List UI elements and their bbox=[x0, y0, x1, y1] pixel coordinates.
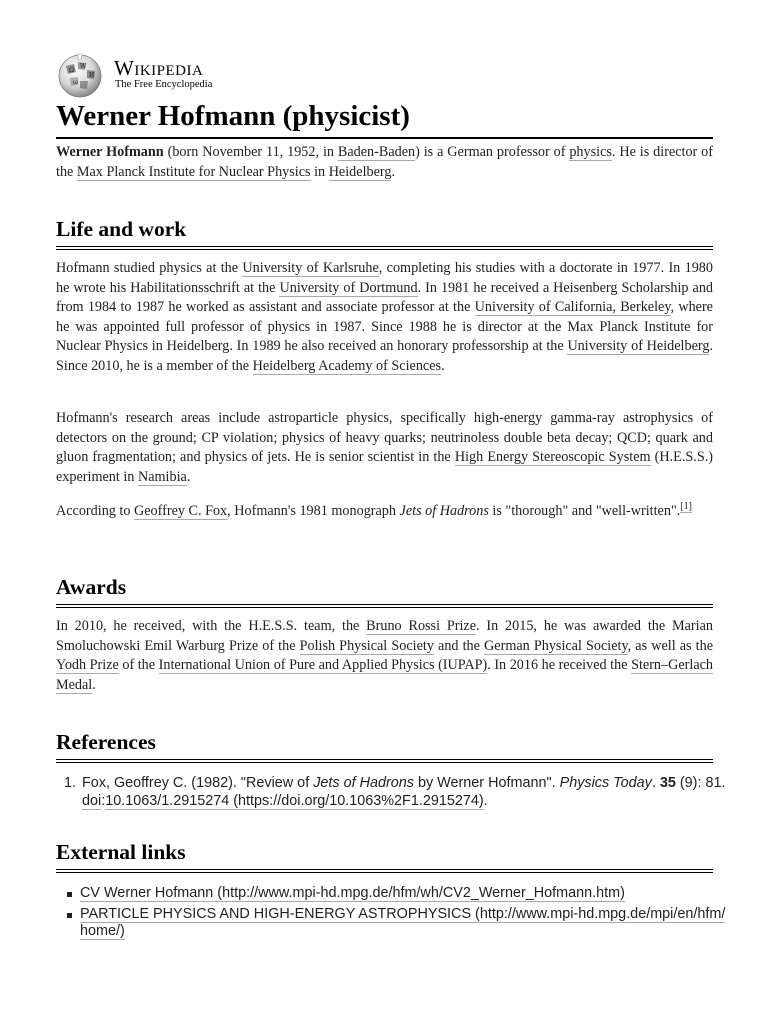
wordmark-text: Wikipedia bbox=[114, 56, 204, 80]
link-iupap[interactable]: International Union of Pure and Applied Physics (IUPAP) bbox=[158, 657, 488, 673]
journal-name: Physics Today bbox=[559, 775, 652, 791]
link-uc-berkeley[interactable]: University of California, Berkeley bbox=[474, 299, 671, 315]
text: of the bbox=[118, 657, 159, 673]
section-heading-external-links: External links bbox=[56, 838, 713, 873]
text: . bbox=[651, 775, 660, 791]
link-university-of-heidelberg[interactable]: University of Heidelberg bbox=[567, 338, 710, 354]
link-baden-baden[interactable]: Baden-Baden bbox=[337, 144, 416, 160]
text: . In 2015, he was awarded the Marian Smoluchowski Emil Warburg Prize of the bbox=[56, 618, 713, 654]
link-polish-physical-society[interactable]: Polish Physical Society bbox=[299, 637, 434, 654]
page-title: Werner Hofmann (physicist) bbox=[56, 97, 713, 139]
text: . He is director of the bbox=[56, 144, 713, 180]
link-max-planck-institute[interactable]: Max Planck Institute for Nuclear Physics bbox=[76, 163, 311, 180]
wordmark bbox=[114, 56, 203, 81]
svg-text:W: W bbox=[80, 63, 87, 70]
awards-paragraph bbox=[56, 617, 713, 695]
site-logo[interactable] bbox=[56, 52, 356, 98]
link-geoffrey-fox[interactable]: Geoffrey C. Fox bbox=[134, 503, 228, 519]
external-link-item bbox=[80, 906, 737, 941]
text: . bbox=[92, 676, 96, 693]
text: . In 2016 he received the bbox=[487, 657, 632, 673]
life-paragraph-2 bbox=[56, 409, 713, 487]
reference-item bbox=[80, 775, 737, 810]
text: by Werner Hofmann". bbox=[413, 775, 560, 791]
link-university-of-karlsruhe[interactable]: University of Karlsruhe bbox=[242, 260, 379, 276]
text: . bbox=[483, 792, 488, 809]
text: Fox, Geoffrey C. (1982). "Review of bbox=[82, 775, 314, 791]
link-bruno-rossi-prize[interactable]: Bruno Rossi Prize bbox=[366, 618, 477, 634]
svg-text:ω: ω bbox=[73, 79, 78, 86]
text: . In 1981 he received a Heisenberg Scholarship and from 1984 to 1987 he worked as assistant and associate professor at the bbox=[56, 279, 714, 315]
life-paragraph-3 bbox=[56, 502, 713, 522]
link-namibia[interactable]: Namibia bbox=[137, 468, 187, 485]
link-hess[interactable]: High Energy Stereoscopic System bbox=[454, 449, 651, 465]
link-heidelberg-academy[interactable]: Heidelberg Academy of Sciences bbox=[252, 357, 442, 374]
text: (born November 11, 1952, in bbox=[163, 144, 338, 160]
svg-text:Ω: Ω bbox=[69, 67, 74, 74]
tagline: The Free Encyclopedia bbox=[115, 79, 213, 90]
link-german-physical-society[interactable]: German Physical Society bbox=[484, 637, 628, 654]
text: , where he was appointed full professor of physics in 1987. Since 1988 he is director at the Max Planck Institute for Nuclear Physics in Heidelberg. In 1989 he also received an honorary professorship at the bbox=[56, 299, 713, 354]
subject-name: Werner Hofmann bbox=[56, 144, 164, 160]
volume: 35 bbox=[659, 775, 676, 791]
doi-label-link[interactable]: doi bbox=[82, 792, 102, 809]
text: , Hofmann's 1981 monograph bbox=[227, 503, 400, 519]
link-heidelberg[interactable]: Heidelberg bbox=[328, 163, 392, 180]
text: . Since 2010, he is a member of the bbox=[56, 338, 713, 374]
life-paragraph-1 bbox=[56, 259, 713, 376]
link-university-of-dortmund[interactable]: University of Dortmund bbox=[279, 279, 418, 296]
text: , as well as the bbox=[627, 637, 713, 654]
section-heading-references: References bbox=[56, 728, 713, 763]
external-links-list bbox=[56, 885, 737, 944]
text: ) is a German professor of bbox=[415, 144, 570, 160]
external-link-particle-physics[interactable]: PARTICLE PHYSICS AND HIGH-ENERGY ASTROPHYSICS (http://www.mpi-hd.mpg.de/mpi/en/hfm/home/) bbox=[80, 905, 726, 939]
text: . bbox=[186, 468, 191, 485]
svg-text:И: И bbox=[89, 72, 95, 79]
text: In 2010, he received, with the H.E.S.S. team, the bbox=[56, 618, 367, 634]
text: : bbox=[101, 792, 106, 809]
text: and the bbox=[433, 637, 485, 654]
text: , completing his studies with a doctorate in 1977. In 1980 he wrote his Habilitationsschrift at the bbox=[56, 260, 713, 296]
link-stern-gerlach-medal[interactable]: Stern–Gerlach Medal bbox=[56, 657, 714, 693]
text: . bbox=[441, 357, 445, 374]
text: (H.E.S.S.) experiment in bbox=[56, 449, 713, 485]
section-heading-awards: Awards bbox=[56, 573, 713, 608]
external-link-cv[interactable]: CV Werner Hofmann (http://www.mpi-hd.mpg.de/hfm/wh/CV2_Werner_Hofmann.htm) bbox=[80, 885, 625, 901]
text: Hofmann studied physics at the bbox=[56, 260, 243, 276]
text: is "thorough" and "well-written". bbox=[488, 503, 681, 519]
section-heading-life-and-work: Life and work bbox=[56, 215, 713, 250]
link-yodh-prize[interactable]: Yodh Prize bbox=[56, 657, 119, 673]
text: According to bbox=[56, 503, 135, 519]
doi-link[interactable]: 10.1063/1.2915274 (https://doi.org/10.1063%2F1.2915274) bbox=[105, 792, 484, 809]
text: Hofmann's research areas include astroparticle physics, specifically high-energy gamma-ray astrophysics of detectors on the ground; CP violation; physics of heavy quarks; neutrinoless double beta decay; QCD; quark and gluon fragmentation; and physics of jets. He is senior scientist in the bbox=[56, 410, 713, 465]
wikipedia-globe-icon bbox=[56, 52, 104, 98]
book-title: Jets of Hadrons bbox=[399, 503, 489, 519]
references-list bbox=[56, 775, 737, 810]
text: Jets of Hadrons bbox=[313, 775, 414, 791]
text: . bbox=[391, 163, 396, 180]
text: in bbox=[310, 163, 329, 180]
citation-link-1[interactable]: [1] bbox=[680, 501, 692, 513]
link-physics[interactable]: physics bbox=[569, 144, 612, 160]
intro-paragraph bbox=[56, 143, 713, 182]
external-link-item bbox=[80, 885, 737, 903]
text: (9): 81. bbox=[675, 775, 726, 791]
